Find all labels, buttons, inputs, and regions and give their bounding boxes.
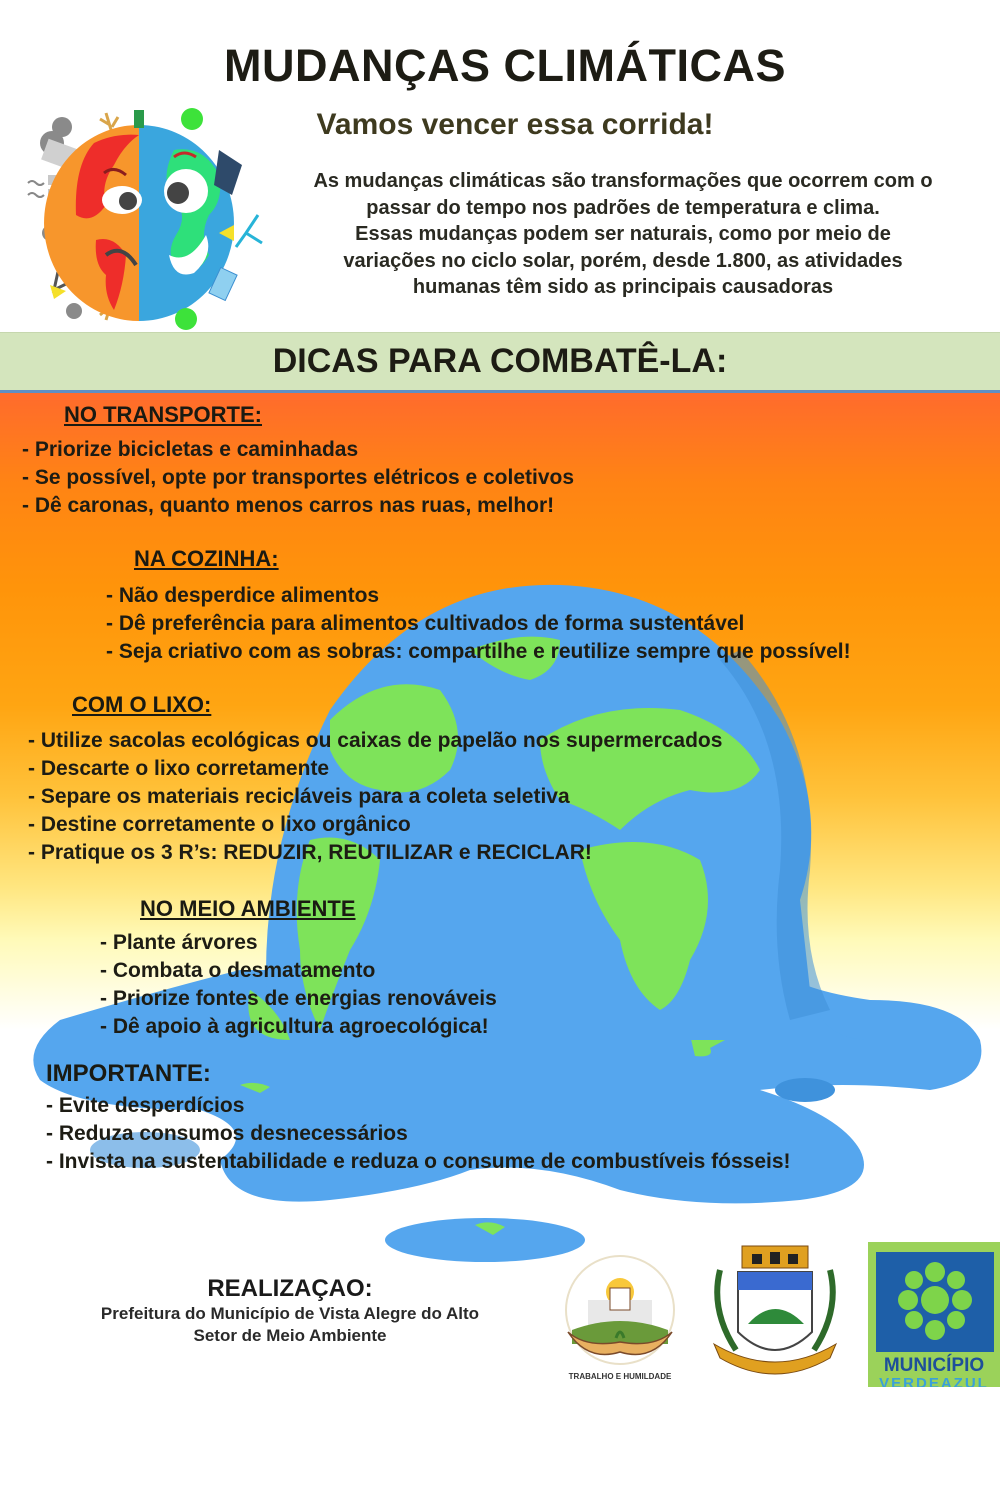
tips-banner <box>0 332 1000 390</box>
intro-line: Essas mudanças podem ser naturais, como por meio de <box>355 223 891 245</box>
section-important <box>46 1060 211 1094</box>
section-title: NO TRANSPORTE: <box>64 402 262 427</box>
verdeazul-label2: VERDEAZUL <box>879 1375 989 1387</box>
list-item: - Invista na sustentabilidade e reduza o consume de combustíveis fósseis! <box>46 1150 791 1173</box>
page-title: MUDANÇAS CLIMÁTICAS <box>224 40 786 91</box>
list-item: - Seja criativo com as sobras: compartilhe e reutilize sempre que possível! <box>106 640 851 663</box>
section-environment-items <box>100 929 497 1041</box>
credits <box>60 1275 520 1347</box>
subtitle: Vamos vencer essa corrida! <box>316 108 714 141</box>
sad-happy-earth-icon <box>14 105 264 330</box>
section-environment <box>140 896 356 928</box>
intro-line: humanas têm sido as principais causadoras <box>412 276 834 298</box>
list-item: - Dê preferência para alimentos cultivados de forma sustentável <box>106 612 745 635</box>
list-item: - Utilize sacolas ecológicas ou caixas de papelão nos supermercados <box>28 729 723 752</box>
verdeazul-emblem <box>876 1252 994 1352</box>
section-kitchen-items <box>106 582 851 666</box>
section-transport <box>64 402 262 434</box>
section-title: NO MEIO AMBIENTE <box>140 896 356 921</box>
intro-line: passar do tempo nos padrões de temperatura e clima. <box>366 196 880 219</box>
list-item: - Priorize fontes de energias renováveis <box>100 987 497 1010</box>
intro-paragraph <box>272 168 974 301</box>
list-item: - Evite desperdícios <box>46 1094 245 1117</box>
credits-heading: REALIZAÇAO: <box>207 1275 373 1302</box>
intro-line: variações no ciclo solar, porém, desde 1.800, as atividades <box>343 249 903 272</box>
list-item: - Pratique os 3 R’s: REDUZIR, REUTILIZAR e RECICLAR! <box>28 841 592 864</box>
list-item: - Separe os materiais recicláveis para a coleta seletiva <box>28 785 570 808</box>
section-title: NA COZINHA: <box>134 546 279 571</box>
credits-line: Prefeitura do Município de Vista Alegre do Alto <box>100 1304 480 1323</box>
list-item: - Reduza consumos desnecessários <box>46 1122 408 1145</box>
list-item: - Priorize bicicletas e caminhadas <box>22 438 359 461</box>
section-title: IMPORTANTE: <box>46 1060 211 1087</box>
section-waste-items <box>28 727 722 867</box>
seal-caption: TRABALHO E HUMILDADE <box>568 1372 672 1381</box>
list-item: - Destine corretamente o lixo orgânico <box>28 813 411 836</box>
tips-banner-title: DICAS PARA COMBATÊ-LA: <box>272 342 728 380</box>
verdeazul-label: MUNICÍPIO <box>883 1355 985 1376</box>
section-title: COM O LIXO: <box>72 692 212 717</box>
section-important-items <box>46 1092 791 1176</box>
list-item: - Descarte o lixo corretamente <box>28 757 330 780</box>
section-kitchen <box>134 546 279 578</box>
credits-line: Setor de Meio Ambiente <box>193 1326 387 1345</box>
municipio-verdeazul-logo <box>868 1242 1000 1387</box>
list-item: - Dê caronas, quanto menos carros nas ruas, melhor! <box>22 494 555 517</box>
section-waste <box>72 692 211 724</box>
prefeitura-seal-logo <box>558 1252 682 1372</box>
list-item: - Dê apoio à agricultura agroecológica! <box>100 1015 489 1038</box>
list-item: - Combata o desmatamento <box>100 959 376 982</box>
tree-hearts-icon <box>876 1252 994 1352</box>
header <box>0 0 1000 330</box>
list-item: - Se possível, opte por transportes elétricos e coletivos <box>22 466 575 489</box>
intro-line: As mudanças climáticas são transformações que ocorrem com o <box>313 170 933 192</box>
list-item: - Plante árvores <box>100 931 258 954</box>
section-transport-items <box>22 436 574 520</box>
coat-of-arms-logo <box>700 1240 850 1390</box>
list-item: - Não desperdice alimentos <box>106 584 380 607</box>
